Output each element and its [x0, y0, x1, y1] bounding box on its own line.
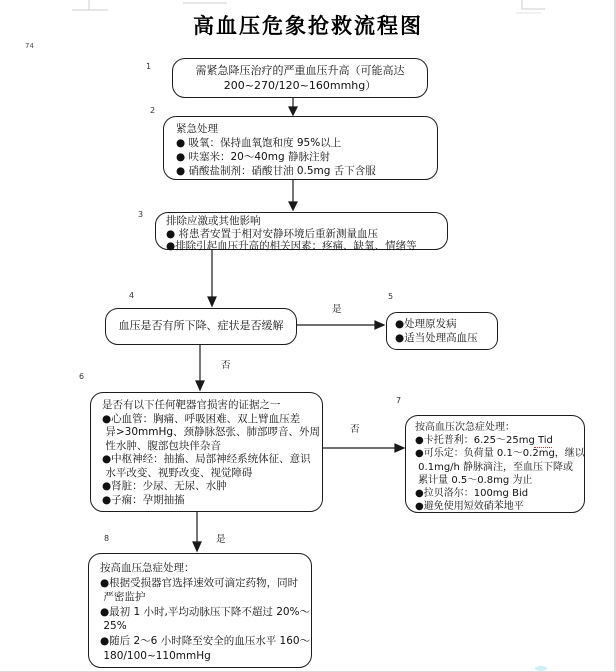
flow-box-bp-decreased-question	[105, 308, 297, 345]
flow-box-severe-bp-rise	[172, 58, 428, 98]
step-number-2: 2	[150, 106, 156, 115]
box-text-line: ●随后 2～6 小时降至安全的血压水平 160～	[100, 634, 311, 647]
box-text-line: ●排除引起血压升高的相关因素：疼痛、缺氧、情绪等	[166, 240, 417, 252]
box-text-line: ●拉贝洛尔：100mg Bid	[415, 488, 529, 500]
box-text-line: ● 呋塞米：20～40mg 静脉注射	[176, 151, 330, 163]
box-text-line: ● 吸氧：保持血氧饱和度 95%以上	[176, 137, 342, 149]
box-text-line: 0.1mg/h 静脉滴注，至血压下降或	[415, 461, 574, 473]
box-text-line: ●子痫：孕期抽搐	[102, 493, 185, 506]
box-text-line: ●最初 1 小时,平均动脉压下降不超过 20%～	[100, 605, 311, 618]
page-title: 高血压危象抢救流程图	[193, 13, 423, 38]
margin-note: 74	[25, 42, 34, 50]
step-number-1: 1	[146, 62, 152, 71]
box-text-line: ●可乐定：负荷量 0.1～0.2mg，继以	[415, 448, 585, 460]
box-text-line: 累计量 0.5～0.8mg 为止	[415, 474, 533, 486]
step-number-6: 6	[79, 372, 85, 381]
box-text-line: 按高血压急症处理：	[100, 562, 195, 574]
box-text-line: ● 将患者安置于相对安静环境后重新测量血压	[166, 227, 378, 240]
box-text-line: ● 硝酸盐制剂：硝酸甘油 0.5mg 舌下含服	[176, 165, 376, 177]
edge-label-yes-box8: 是	[216, 534, 226, 545]
box-text-line: 严密监护	[100, 591, 146, 604]
box-text-line: ●避免使用短效硝苯地平	[415, 501, 524, 513]
box-text-line: 排除应激或其他影响	[166, 215, 261, 227]
box-text-line: 需紧急降压治疗的严重血压升高（可能高达	[195, 64, 405, 77]
box-text-line: 血压是否有所下降、症状是否缓解	[118, 319, 284, 332]
box-text-line: ●中枢神经：抽搐、局部神经系统体征、意识	[102, 453, 311, 465]
box-text-line: 180/100~110mmHg	[100, 649, 211, 662]
step-number-7: 7	[396, 396, 402, 405]
step-number-4: 4	[129, 291, 135, 300]
box-text-line: ●适当处理高血压	[395, 332, 478, 344]
flow-box-treat-primary-disease	[386, 312, 498, 350]
flow-box-exclude-stress	[155, 212, 448, 250]
spellcheck-underline	[534, 445, 552, 448]
box-text-line: 紧急处理	[176, 123, 218, 135]
edge-label-no-box7: 否	[350, 424, 360, 435]
step-number-5: 5	[388, 292, 394, 301]
box-text-line: 按高血压次急症处理：	[415, 422, 515, 433]
box-text-line: ●根据受损器官选择速效可滴定药物，同时	[100, 576, 299, 589]
box-text-line: 性水肿、腹部包块伴杂音	[102, 439, 221, 452]
edge-label-yes-box5: 是	[332, 304, 342, 315]
flow-box-subemergency-treatment	[405, 415, 585, 513]
box-text-line: ●肾脏：少尿、无尿、水肿	[102, 480, 227, 492]
flow-box-emergency-treatment	[88, 553, 312, 668]
flow-box-target-organ-damage	[90, 392, 323, 512]
edge-label-no-box6: 否	[221, 360, 231, 371]
box-text-line: ●心血管：胸痛、呼吸困难、双上臂血压差	[102, 412, 301, 425]
box-text-line: ●处理原发病	[395, 318, 457, 330]
box-text-line: 水平改变、视野改变、视觉障碍	[102, 466, 253, 479]
box-text-line: ●卡托普利：6.25～25mg Tid	[415, 435, 553, 447]
flow-box-emergency-measures	[163, 116, 438, 180]
step-number-8: 8	[104, 534, 110, 543]
box-text-line: 200~270/120~160mmhg）	[223, 79, 377, 92]
box-text-line: 异>30mmHg、颈静脉怒张、肺部啰音、外周	[102, 426, 321, 438]
box-text-line: 25%	[100, 620, 127, 633]
box-text-line: 是否有以下任何靶器官损害的证据之一	[102, 399, 281, 411]
step-number-3: 3	[138, 210, 144, 219]
